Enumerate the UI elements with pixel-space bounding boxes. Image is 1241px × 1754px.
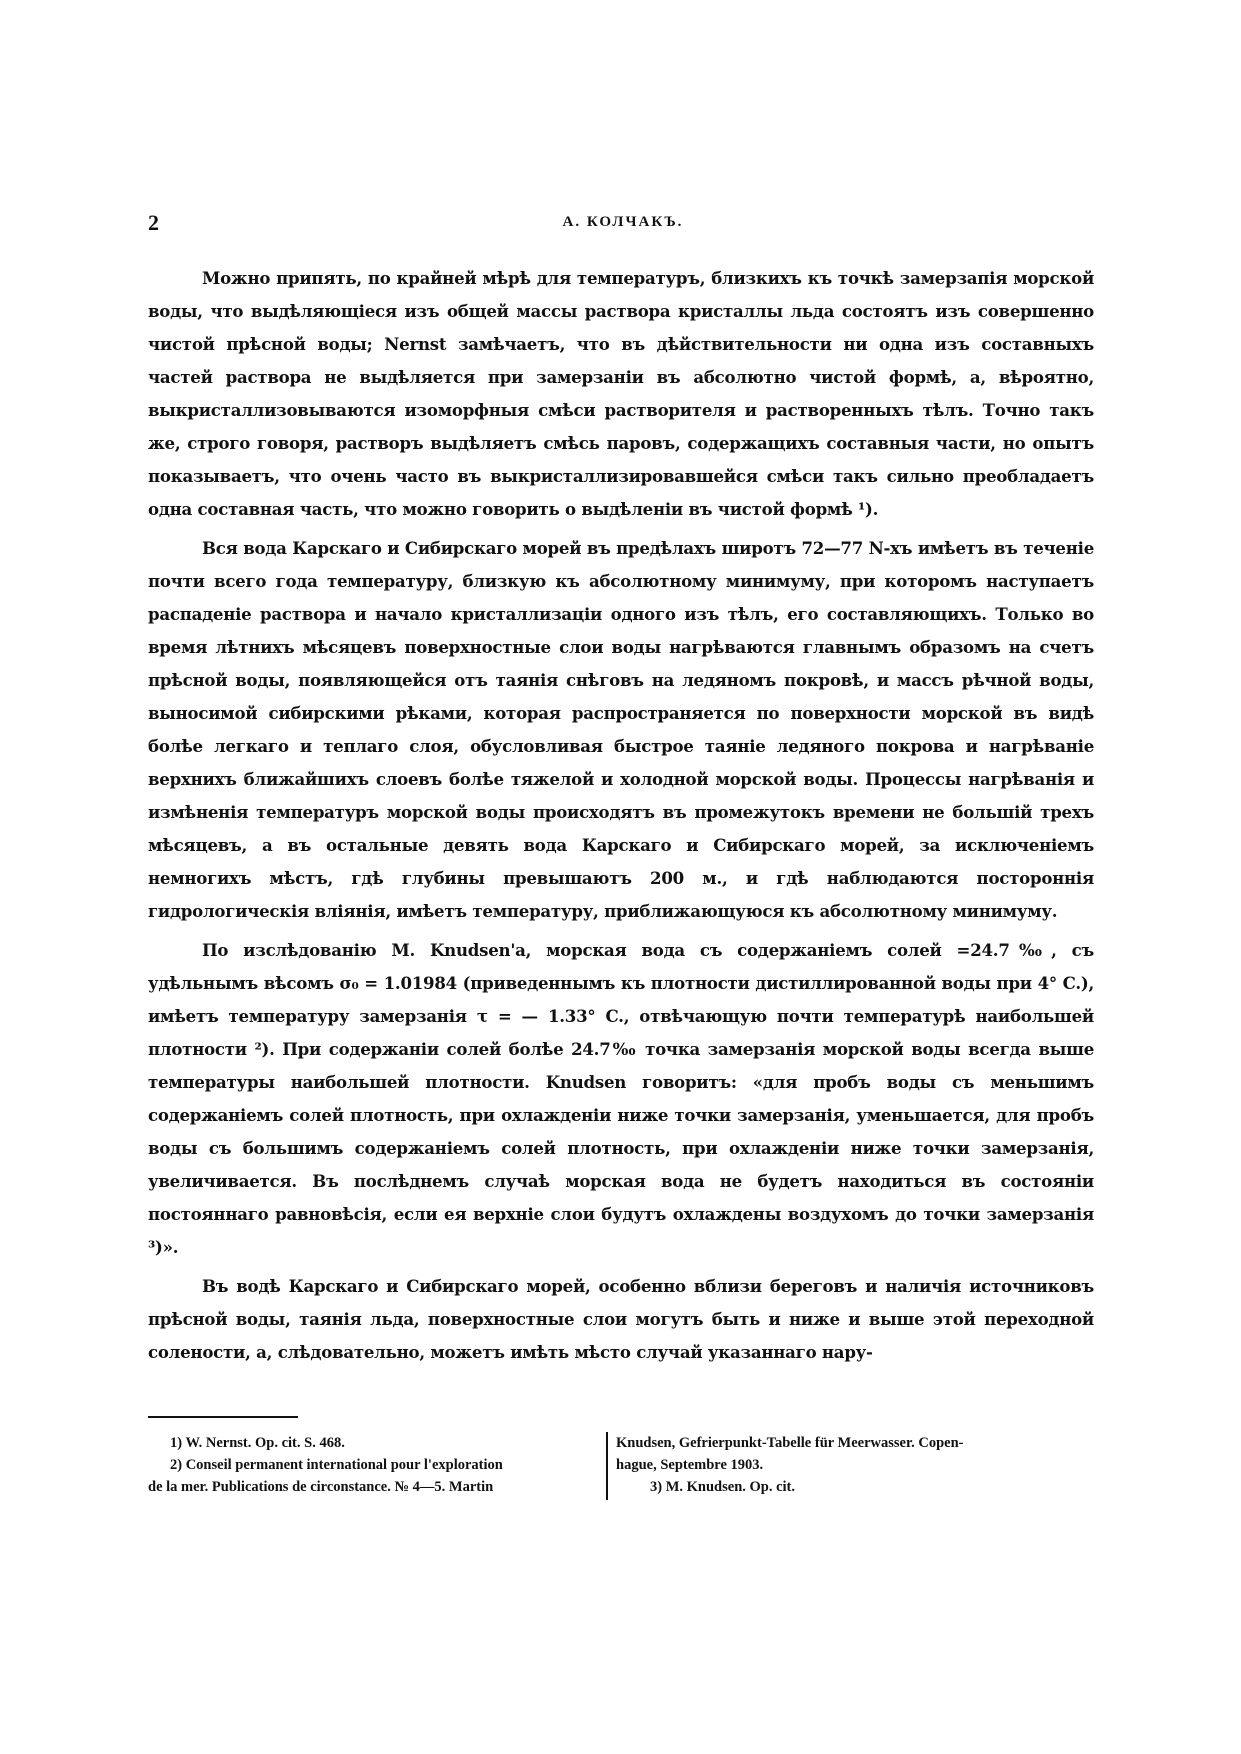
footnote-1: 1) W. Nernst. Op. cit. S. 468. — [170, 1435, 345, 1451]
paragraph: Можно припять, по крайней мѣрѣ для температуръ, близкихъ къ точкѣ замерзапія морской воды, что выдѣляющіеся изъ общей массы раствора кристаллы льда состоятъ изъ совершенно чистой прѣсной воды; Nernst замѣчаетъ, что въ дѣйствительности ни одна изъ составныхъ частей раствора не выдѣляется при замерзаніи въ абсолютно чистой формѣ, а, вѣроятно, выкристаллизовываются изоморфныя смѣси растворителя и растворенныхъ тѣлъ. Точно такъ же, строго говоря, растворъ выдѣляетъ смѣсь паровъ, содержащихъ составныя части, но опытъ показываетъ, что очень часто въ выкристаллизировавшейся смѣси такъ сильно преобладаетъ одна составная часть, что можно говорить о выдѣленіи въ чистой формѣ ¹). — [148, 268, 1094, 519]
footnotes-left-column — [148, 1432, 608, 1500]
running-head: А. КОЛЧАКЪ. — [562, 214, 684, 230]
page-number: 2 — [148, 210, 159, 235]
footnote-2-cont: de la mer. Publications de circonstance. № 4—5. Martin — [148, 1479, 494, 1495]
paragraph: По изслѣдованію M. Knudsen'a, морская вода съ содержаніемъ солей =24.7‰, съ удѣльнымъ вѣсомъ σ₀ = 1.01984 (приведеннымъ къ плотности дистиллированной воды при 4° C.), имѣетъ температуру замерзанія τ = — 1.33° C., отвѣчающую почти температурѣ наибольшей плотности ²). При содержаніи солей болѣе 24.7‰ точка замерзанія морской воды всегда выше температуры наибольшей плотности. Knudsen говоритъ: «для пробъ воды съ меньшимъ содержаніемъ солей плотность, при охлажденіи ниже точки замерзанія, уменьшается, для пробъ воды съ большимъ содержаніемъ солей плотность, при охлажденіи ниже точки замерзанія, увеличивается. Въ послѣднемъ случаѣ морская вода не будетъ находиться въ состояніи постояннаго равновѣсія, если ея верхніе слои будутъ охлаждены воздухомъ до точки замерзанія ³)». — [148, 940, 1094, 1257]
footnote-3: 3) M. Knudsen. Op. cit. — [650, 1479, 796, 1495]
paragraph: Въ водѣ Карскаго и Сибирскаго морей, особенно вблизи береговъ и наличія источниковъ прѣсной воды, таянія льда, поверхностные слои могутъ быть и ниже и выше этой переходной солености, а, слѣдовательно, можетъ имѣть мѣсто случай указаннаго нару- — [148, 1276, 1094, 1362]
page-header — [148, 210, 1098, 240]
footnote-2-date: hague, Septembre 1903. — [616, 1457, 764, 1473]
footnote-2: 2) Conseil permanent international pour l'exploration — [170, 1457, 503, 1473]
footnote-2-source: Knudsen, Gefrierpunkt-Tabelle für Meerwasser. Copen- — [616, 1435, 964, 1451]
footnotes-right-column — [616, 1432, 1094, 1498]
footnote-rule — [148, 1416, 298, 1418]
paragraph: Вся вода Карскаго и Сибирскаго морей въ предѣлахъ широтъ 72—77 N-хъ имѣетъ въ теченіе почти всего года температуру, близкую къ абсолютному минимуму, при которомъ наступаетъ распаденіе раствора и начало кристаллизаціи одного изъ тѣлъ, его составляющихъ. Только во время лѣтнихъ мѣсяцевъ поверхностные слои воды нагрѣваются главнымъ образомъ на счетъ прѣсной воды, появляющейся отъ таянія снѣговъ на ледяномъ покровѣ, и массъ рѣчной воды, выносимой сибирскими рѣками, которая распространяется по поверхности морской въ видѣ болѣе легкаго и теплаго слоя, обусловливая быстрое таяніе ледяного покрова и нагрѣваніе верхнихъ ближайшихъ слоевъ болѣе тяжелой и холодной морской воды. Процессы нагрѣванія и измѣненія температуръ морской воды происходятъ въ промежутокъ времени не большій трехъ мѣсяцевъ, а въ остальные девять вода Карскаго и Сибирскаго морей, за исключеніемъ немногихъ мѣстъ, гдѣ глубины превышаютъ 200 м., и гдѣ наблюдаются постороннія гидрологическія вліянія, имѣетъ температуру, приближающуюся къ абсолютному минимуму. — [148, 538, 1094, 921]
body-text — [148, 262, 1094, 1375]
